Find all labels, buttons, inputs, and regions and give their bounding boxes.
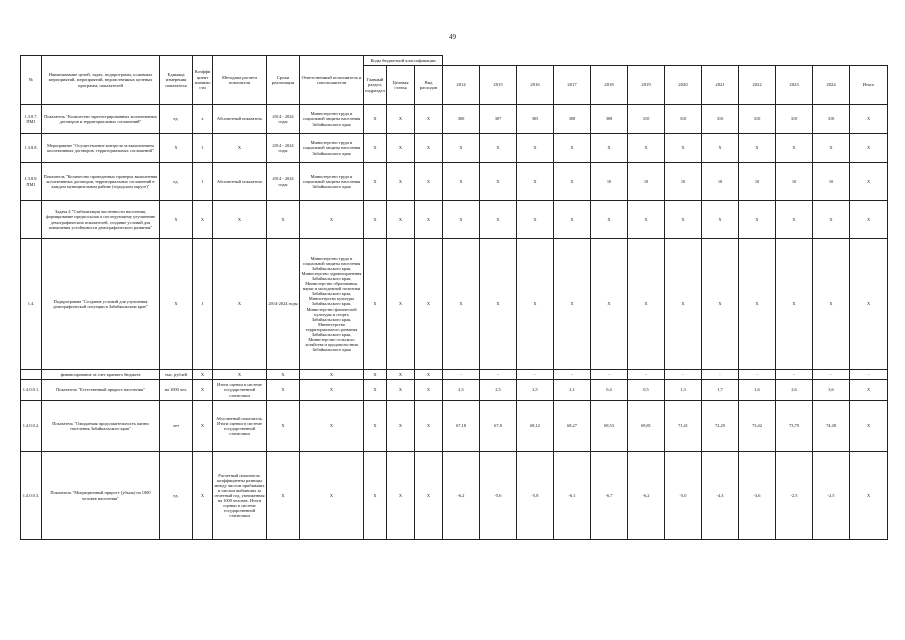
cell-exec: Министерство труда и социальной защиты населения Забайкальского края, Министерство здравоохранения Забайкальского края, Министерство образования, науки и молодежной политики Забайкальского края, Министерство культуры Забайкальского края, Министерство физической культуры и спорта Забайкальского края, Министерство территориального развития Забайкальского края, Министерство сельского хозяйства и продовольствия Забайкальского края	[300, 239, 364, 370]
cell-year-value: 310	[776, 105, 813, 134]
cell-year-value: -6,7	[591, 452, 628, 540]
cell-year-value: 310	[628, 105, 665, 134]
cell-unit: ед.	[160, 163, 193, 201]
cell-year-value: -6,1	[554, 452, 591, 540]
cell-term: Х	[267, 452, 300, 540]
cell-year-value: -3,6	[739, 452, 776, 540]
cell-year-value: 1,7	[702, 380, 739, 401]
cell-year-value: -2,5	[776, 452, 813, 540]
cell-year-value: Х	[443, 239, 480, 370]
cell-term: Х	[267, 370, 300, 380]
cell-year-value: -	[702, 370, 739, 380]
cell-target: Х	[387, 380, 415, 401]
cell-year-value: 308	[554, 105, 591, 134]
cell-year-value: Х	[554, 163, 591, 201]
cell-year-value: 308	[591, 105, 628, 134]
cell-method: Абсолютный показатель	[213, 163, 267, 201]
cell-method: Абсолютный показатель	[213, 105, 267, 134]
cell-method: Абсолютный показатель. Итоги оценки в системе государственной статистики	[213, 401, 267, 452]
cell-total: Х	[850, 239, 888, 370]
cell-num: 1.3.8.7. ПМ1	[21, 105, 42, 134]
cell-year-value: Х	[517, 201, 554, 239]
cell-year-value: -6,2	[443, 452, 480, 540]
cell-exptype: Х	[415, 452, 443, 540]
cell-section: Х	[364, 134, 387, 163]
cell-year-value: 2,1	[554, 380, 591, 401]
cell-exptype: Х	[415, 201, 443, 239]
cell-term: Х	[267, 380, 300, 401]
cell-year-value: 71,41	[665, 401, 702, 452]
cell-year-value: 10	[702, 163, 739, 201]
header-num: №	[21, 56, 42, 105]
cell-exec: Х	[300, 380, 364, 401]
cell-year-value: -	[628, 370, 665, 380]
table-row	[21, 370, 888, 380]
header-kbk: Коды бюджетной классификации	[364, 56, 443, 66]
cell-year-value: 3,6	[813, 380, 850, 401]
cell-year-value: 74,48	[813, 401, 850, 452]
cell-section: Х	[364, 201, 387, 239]
cell-coef: Х	[193, 452, 213, 540]
header-name: Наименование целей, задач, подпрограмм, основных мероприятий, мероприятий, ведомственных целевых программ, показателей	[42, 56, 160, 105]
cell-year-value: Х	[554, 239, 591, 370]
table-row	[21, 163, 888, 201]
cell-year-value: -	[739, 370, 776, 380]
cell-num: 1.3.8.8.	[21, 134, 42, 163]
cell-year-value: -5,0	[665, 452, 702, 540]
cell-unit: Х	[160, 239, 193, 370]
cell-section: Х	[364, 105, 387, 134]
cell-method: Итоги оценки в системе государственной статистики	[213, 380, 267, 401]
cell-target: Х	[387, 452, 415, 540]
cell-num: 1.4.0.0.1.	[21, 380, 42, 401]
cell-term: Х	[267, 201, 300, 239]
cell-year-value: 10	[665, 163, 702, 201]
header-section: Главный раздел, подраздел	[364, 66, 387, 105]
cell-year-value: -	[591, 370, 628, 380]
header-year: 2021	[702, 66, 739, 105]
cell-name: Показатель "Естественный прирост населения"	[42, 380, 160, 401]
cell-year-value: Х	[665, 239, 702, 370]
cell-year-value: -6,2	[628, 452, 665, 540]
cell-exptype: Х	[415, 134, 443, 163]
table-body	[21, 105, 888, 540]
cell-target: Х	[387, 239, 415, 370]
cell-year-value: -5,8	[517, 452, 554, 540]
cell-year-value: 0,4	[591, 380, 628, 401]
cell-year-value: -	[517, 370, 554, 380]
header-method: Методика расчета показателя	[213, 56, 267, 105]
header-unit: Единица измерения показателя	[160, 56, 193, 105]
cell-unit: Х	[160, 201, 193, 239]
cell-year-value: 10	[739, 163, 776, 201]
header-year: 2022	[739, 66, 776, 105]
cell-coef: Х	[193, 401, 213, 452]
cell-term: 2014 - 2024 годы	[267, 134, 300, 163]
program-indicators-table	[20, 55, 888, 540]
cell-exptype: Х	[415, 239, 443, 370]
cell-year-value: 1,6	[739, 380, 776, 401]
cell-exptype: Х	[415, 163, 443, 201]
cell-name: Показатель "Количество проведенных проверок выполнения коллективных договоров, территориальных соглашений в каждом муниципальном районе (городском округе)"	[42, 163, 160, 201]
cell-year-value: Х	[443, 134, 480, 163]
cell-num: 1.3.8.9. ПМ1	[21, 163, 42, 201]
cell-term: 2014 - 2024 годы	[267, 105, 300, 134]
cell-coef: 1	[193, 134, 213, 163]
cell-exec: Министерство труда и социальной защиты населения Забайкальского края	[300, 105, 364, 134]
cell-section: Х	[364, 239, 387, 370]
cell-year-value: Х	[628, 134, 665, 163]
cell-total: Х	[850, 401, 888, 452]
cell-year-value: Х	[813, 201, 850, 239]
cell-year-value: Х	[517, 134, 554, 163]
header-year: 2018	[591, 66, 628, 105]
cell-name: Показатель "Ожидаемая продолжительность жизни населения Забайкальского края"	[42, 401, 160, 452]
cell-year-value: -	[554, 370, 591, 380]
cell-year-value: -	[813, 370, 850, 380]
cell-unit: на 1000 чел.	[160, 380, 193, 401]
cell-year-value: Х	[480, 239, 517, 370]
cell-year-value: 10	[591, 163, 628, 201]
cell-unit: лет	[160, 401, 193, 452]
header-year: 2017	[554, 66, 591, 105]
cell-year-value: Х	[702, 239, 739, 370]
cell-exec: Х	[300, 452, 364, 540]
cell-coef: Х	[193, 201, 213, 239]
cell-method: Х	[213, 201, 267, 239]
cell-year-value: 310	[665, 105, 702, 134]
cell-year-value: 0,5	[628, 380, 665, 401]
table-row	[21, 452, 888, 540]
cell-year-value: Х	[739, 239, 776, 370]
cell-exec: Министерство труда и социальной защиты населения Забайкальского края	[300, 163, 364, 201]
cell-total: Х	[850, 380, 888, 401]
cell-year-value: Х	[813, 239, 850, 370]
header-year: 2024	[813, 66, 850, 105]
header-year: 2020	[665, 66, 702, 105]
cell-year-value: -5,6	[480, 452, 517, 540]
cell-exptype: Х	[415, 370, 443, 380]
cell-name: финансирование за счет краевого бюджета	[42, 370, 160, 380]
cell-coef: 1	[193, 239, 213, 370]
cell-target: Х	[387, 134, 415, 163]
cell-total: -	[850, 370, 888, 380]
table-row	[21, 239, 888, 370]
cell-term: 2014-2024 годы	[267, 239, 300, 370]
cell-section: Х	[364, 452, 387, 540]
table-row	[21, 401, 888, 452]
cell-unit: ед.	[160, 105, 193, 134]
cell-total: Х	[850, 163, 888, 201]
cell-year-value: Х	[665, 134, 702, 163]
cell-exptype: Х	[415, 401, 443, 452]
cell-year-value: 68,12	[517, 401, 554, 452]
header-exptype: Вид расходов	[415, 66, 443, 105]
cell-year-value: Х	[591, 134, 628, 163]
cell-num	[21, 201, 42, 239]
cell-num: 1.4.0.0.2.	[21, 401, 42, 452]
cell-year-value: Х	[628, 201, 665, 239]
cell-year-value: Х	[739, 201, 776, 239]
cell-num: 1.4.0.0.3.	[21, 452, 42, 540]
cell-name: Показатель "Количество зарегистрированных коллективных договоров и территориальных соглашений"	[42, 105, 160, 134]
cell-method: Х	[213, 134, 267, 163]
cell-year-value: 10	[628, 163, 665, 201]
header-year: 2019	[628, 66, 665, 105]
header-year: 2023	[776, 66, 813, 105]
cell-name: Задача 4 "Стабилизация численности населения, формирование предпосылок к последующему улучшению демографических показателей, создание условий для повышения устойчивости демографического развития"	[42, 201, 160, 239]
cell-year-value: 73,79	[776, 401, 813, 452]
cell-unit: тыс. рублей	[160, 370, 193, 380]
page-number: 49	[449, 33, 456, 41]
cell-year-value: -	[665, 370, 702, 380]
cell-coef: Х	[193, 380, 213, 401]
cell-year-value: 67,8	[480, 401, 517, 452]
cell-year-value: Х	[480, 163, 517, 201]
header-total: Итого	[850, 66, 888, 105]
cell-year-value: Х	[591, 201, 628, 239]
cell-year-value: 10	[813, 163, 850, 201]
cell-year-value: Х	[776, 201, 813, 239]
cell-year-value: Х	[665, 201, 702, 239]
cell-unit: ед.	[160, 452, 193, 540]
cell-year-value: 1,3	[665, 380, 702, 401]
header-target: Целевая статья	[387, 66, 415, 105]
cell-year-value: 300	[443, 105, 480, 134]
table-row	[21, 201, 888, 239]
cell-year-value: 67,18	[443, 401, 480, 452]
cell-year-value: 72,29	[702, 401, 739, 452]
cell-target: Х	[387, 370, 415, 380]
cell-year-value: Х	[776, 134, 813, 163]
cell-year-value: Х	[813, 134, 850, 163]
cell-term: 2014 - 2024 годы	[267, 163, 300, 201]
cell-year-value: Х	[554, 201, 591, 239]
cell-year-value: -2,5	[813, 452, 850, 540]
cell-total: Х	[850, 134, 888, 163]
cell-exec: Х	[300, 370, 364, 380]
cell-year-value: -	[443, 370, 480, 380]
cell-year-value: Х	[776, 239, 813, 370]
cell-year-value: Х	[480, 201, 517, 239]
cell-coef: Х	[193, 370, 213, 380]
cell-year-value: Х	[702, 134, 739, 163]
cell-coef: х	[193, 105, 213, 134]
cell-year-value: Х	[443, 163, 480, 201]
cell-year-value: 310	[813, 105, 850, 134]
cell-year-value: 69,81	[628, 401, 665, 452]
cell-section: Х	[364, 401, 387, 452]
cell-year-value: 69,53	[591, 401, 628, 452]
cell-section: Х	[364, 370, 387, 380]
cell-target: Х	[387, 201, 415, 239]
header-year: 2016	[517, 66, 554, 105]
cell-year-value: 68,27	[554, 401, 591, 452]
cell-exec: Х	[300, 201, 364, 239]
cell-year-value: Х	[554, 134, 591, 163]
cell-year-value: Х	[702, 201, 739, 239]
cell-year-value: Х	[443, 201, 480, 239]
cell-year-value: 2,5	[517, 380, 554, 401]
cell-exptype: Х	[415, 105, 443, 134]
cell-year-value: 73,42	[739, 401, 776, 452]
cell-name: Мероприятие "Осуществление контроля за выполнением коллективных договоров, территориальных соглашений"	[42, 134, 160, 163]
cell-unit: Х	[160, 134, 193, 163]
cell-year-value: Х	[480, 134, 517, 163]
header-year: 2015	[480, 66, 517, 105]
cell-method: Расчетный показатель: коэффициенты разницы между числом прибывших и числом выбывших за отчетный год, умноженная на 1000 человек. Итоги оценки в системе государственной статистики	[213, 452, 267, 540]
cell-year-value: 307	[480, 105, 517, 134]
cell-year-value: 310	[739, 105, 776, 134]
cell-target: Х	[387, 401, 415, 452]
table-row	[21, 380, 888, 401]
cell-method: Х	[213, 370, 267, 380]
cell-section: Х	[364, 380, 387, 401]
header-exec: Ответственный исполнитель и соисполнители	[300, 56, 364, 105]
cell-term: Х	[267, 401, 300, 452]
cell-year-value: 2,5	[443, 380, 480, 401]
cell-year-value: 310	[702, 105, 739, 134]
cell-method: Х	[213, 239, 267, 370]
header-year: 2014	[443, 66, 480, 105]
cell-section: Х	[364, 163, 387, 201]
cell-year-value: 305	[517, 105, 554, 134]
cell-total: Х	[850, 201, 888, 239]
header-term: Сроки реализации	[267, 56, 300, 105]
cell-num: 1.4.	[21, 239, 42, 370]
cell-year-value: 2,6	[776, 380, 813, 401]
table-row	[21, 134, 888, 163]
table-row	[21, 105, 888, 134]
cell-name: Подпрограмма "Создание условий для улучшения демографической ситуации в Забайкальском крае"	[42, 239, 160, 370]
cell-year-value: 10	[776, 163, 813, 201]
cell-name: Показатель "Миграционный прирост (убыль) на 1000 человек населения"	[42, 452, 160, 540]
cell-exec: Х	[300, 401, 364, 452]
cell-target: Х	[387, 105, 415, 134]
cell-exec: Министерство труда и социальной защиты населения Забайкальского края	[300, 134, 364, 163]
cell-num	[21, 370, 42, 380]
cell-year-value: 2,5	[480, 380, 517, 401]
cell-year-value: -	[776, 370, 813, 380]
cell-year-value: Х	[517, 163, 554, 201]
cell-year-value: -	[480, 370, 517, 380]
header-coef: Коэффи циент значимо сти	[193, 56, 213, 105]
cell-total: Х	[850, 105, 888, 134]
cell-year-value: Х	[591, 239, 628, 370]
cell-total: Х	[850, 452, 888, 540]
cell-year-value: -4,3	[702, 452, 739, 540]
cell-year-value: Х	[739, 134, 776, 163]
cell-year-value: Х	[628, 239, 665, 370]
cell-target: Х	[387, 163, 415, 201]
cell-coef: 1	[193, 163, 213, 201]
cell-exptype: Х	[415, 380, 443, 401]
cell-year-value: Х	[517, 239, 554, 370]
